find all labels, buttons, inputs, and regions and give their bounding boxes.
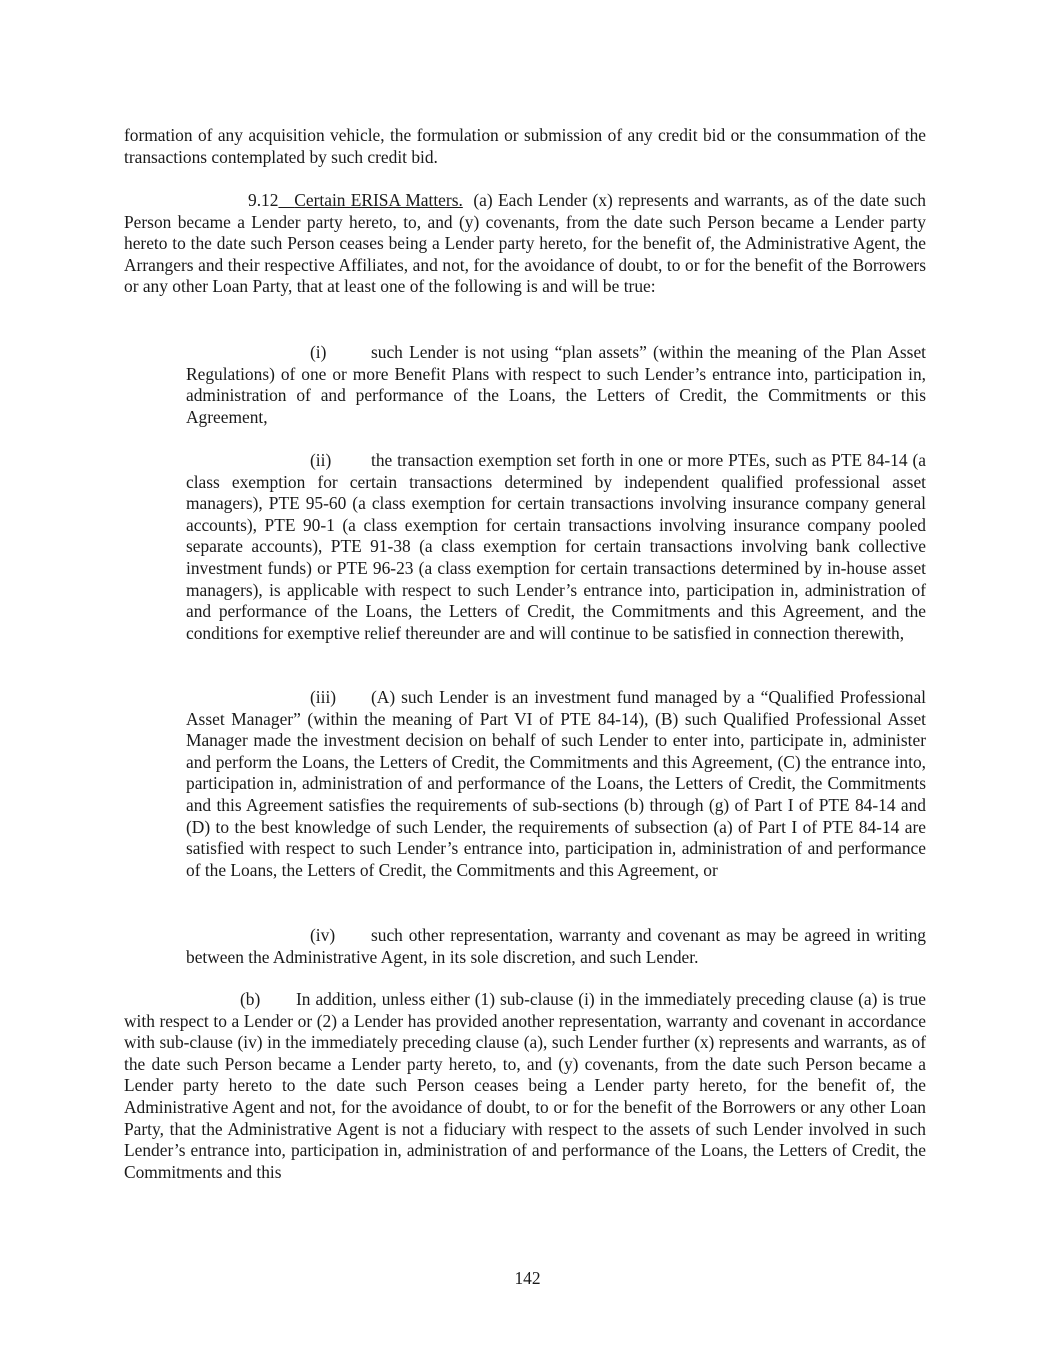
clause-b-label: (b) [240,989,261,1009]
clause-i-text: such Lender is not using “plan assets” (within the meaning of the Plan Asset Regulations) of one or more Benefit Plans with respect to such Lender’s entrance into, participation in, administration of and performance of the Loans, the Letters of Credit, the Commitments or this Agreement, [186,342,926,427]
clause-b-text: In addition, unless either (1) sub-clause (i) in the immediately preceding clause (a) is true with respect to a Lender or (2) a Lender has provided another representation, warranty and covenant in accordance with sub-clause (iv) in the immediately preceding clause (a), such Lender further (x) represents and warrants, as of the date such Person became a Lender party hereto, to, and (y) covenants, from the date such Person became a Lender party hereto to the date such Person ceases being a Lender party hereto, for the benefit of, the Administrative Agent and not, for the avoidance of doubt, to or for the benefit of the Borrowers or any other Loan Party, that the Administrative Agent is not a fiduciary with respect to the assets of such Lender involved in such Lender’s entrance into, participation in, administration of and performance of the Loans, the Letters of Credit, the Commitments and this [124,989,926,1182]
clause-iv-text: such other representation, warranty and covenant as may be agreed in writing between the Administrative Agent, in its sole discretion, and such Lender. [186,925,926,967]
clause-iii-text: (A) such Lender is an investment fund managed by a “Qualified Professional Asset Manager” (within the meaning of Part VI of PTE 84-14), (B) such Qualified Professional Asset Manager made the investment decision on behalf of such Lender to enter into, participate in, administer and perform the Loans, the Letters of Credit, the Commitments and this Agreement, (C) the entrance into, participation in, administration of and performance of the Loans, the Letters of Credit, the Commitments and this Agreement satisfies the requirements of sub-sections (b) through (g) of Part I of PTE 84-14 and (D) to the best knowledge of such Lender, the requirements of subsection (a) of Part I of PTE 84-14 are satisfied with respect to such Lender’s entrance into, participation in, administration of and performance of the Loans, the Letters of Credit, the Commitments and this Agreement, or [186,687,926,880]
clause-iii-paragraph [186,687,926,881]
section-body: (a) Each Lender (x) represents and warrants, as of the date such Person became a Lender party hereto, to, and (y) covenants, from the date such Person became a Lender party hereto to the date such Person ceases being a Lender party hereto, for the benefit of, the Administrative Agent, the Arrangers and their respective Affiliates, and not, for the avoidance of doubt, to or for the benefit of the Borrowers or any other Loan Party, that at least one of the following is and will be true: [124,190,926,297]
clause-iii-label: (iii) [310,687,337,707]
clause-i-label: (i) [310,342,327,362]
carryover-paragraph [124,125,926,168]
clause-iv-paragraph [186,925,926,968]
section-9-12-paragraph [124,190,926,298]
clause-i-paragraph [186,342,926,428]
clause-ii-paragraph [186,450,926,644]
clause-iv-label: (iv) [310,925,336,945]
page-number: 142 [514,1268,541,1288]
section-heading: Certain ERISA Matters. [294,190,463,210]
carryover-text: formation of any acquisition vehicle, the formulation or submission of any credit bid or the consummation of the transactions contemplated by such credit bid. [124,125,926,167]
section-number: 9.12 [248,190,279,210]
section-heading-underline-gap [278,190,294,210]
clause-ii-label: (ii) [310,450,332,470]
clause-ii-text: the transaction exemption set forth in one or more PTEs, such as PTE 84-14 (a class exemption for certain transactions determined by independent qualified professional asset managers), PTE 95-60 (a class exemption for certain transactions involving insurance company general accounts), PTE 90-1 (a class exemption for certain transactions involving insurance company pooled separate accounts), PTE 91-38 (a class exemption for certain transactions involving bank collective investment funds) or PTE 96-23 (a class exemption for certain transactions determined by in-house asset managers), is applicable with respect to such Lender’s entrance into, participation in, administration of and performance of the Loans, the Letters of Credit, the Commitments and this Agreement, and the conditions for exemptive relief thereunder are and will continue to be satisfied in connection therewith, [186,450,926,643]
clause-b-paragraph [124,989,926,1183]
